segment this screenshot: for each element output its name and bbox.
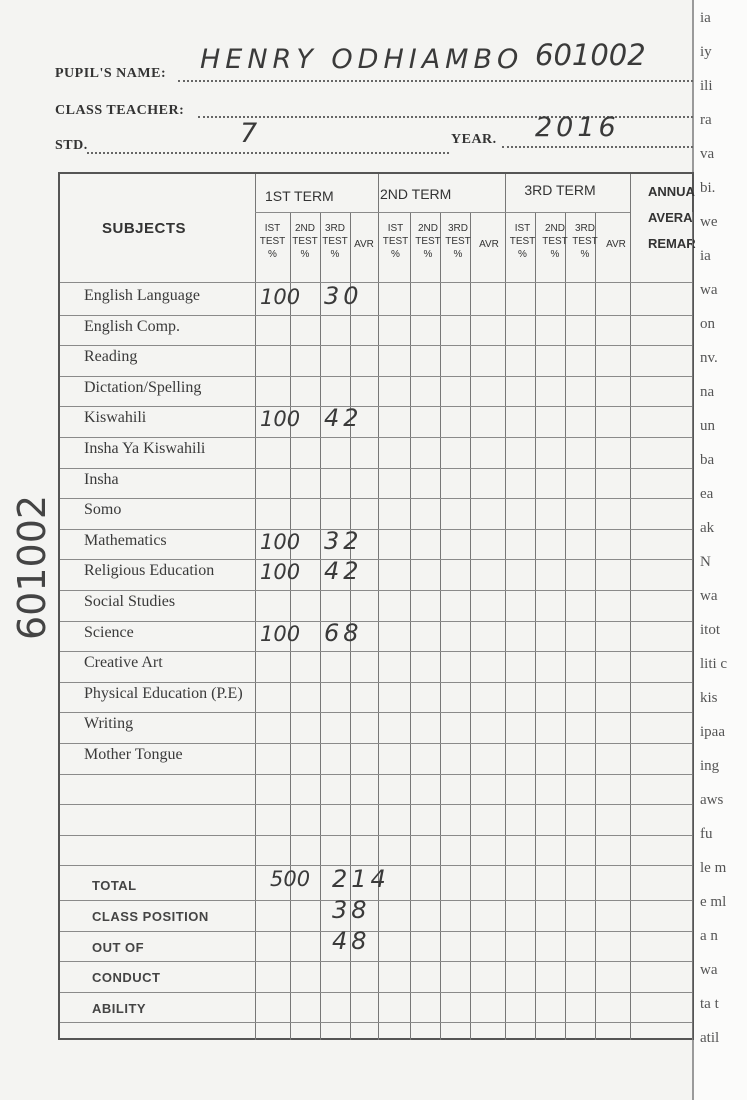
bottom-row-line — [60, 931, 692, 932]
row-line — [60, 651, 692, 652]
column-line — [505, 174, 506, 1040]
subject-label: Mother Tongue — [84, 746, 183, 763]
bottom-row-label: OUT OF — [92, 939, 145, 955]
bottom-term1-test3-mark: 214 — [332, 865, 390, 894]
adjacent-page-text: un — [700, 418, 715, 434]
adjacent-page-text: ipaa — [700, 724, 725, 740]
subject-label: Reading — [84, 348, 138, 366]
bottom-row-label: TOTAL — [92, 878, 137, 894]
subject-label: Social Studies — [84, 593, 176, 610]
term1-test1-mark: 100 — [260, 621, 301, 646]
bottom-row-line — [60, 900, 692, 901]
adjacent-page-text: ili — [700, 78, 713, 94]
bottom-row-line — [60, 1022, 692, 1023]
blank-row-line — [60, 804, 692, 805]
subject-label: Religious Education — [84, 562, 215, 580]
subject-label: Insha Ya Kiswahili — [84, 440, 206, 457]
term1-test3-mark: 42 — [324, 557, 363, 586]
subheader-text: 2ND — [294, 223, 315, 234]
subheader-text: AVR — [354, 239, 374, 250]
adjacent-page-text: bi. — [700, 180, 716, 196]
term-1-header: 1ST TERM — [265, 188, 334, 204]
column-line — [565, 212, 566, 1040]
subheader-text: TEST — [382, 236, 409, 247]
adjacent-page-text: a n — [700, 928, 718, 944]
subheader-text: 3RD — [324, 223, 345, 234]
term-2-header: 2ND TERM — [380, 186, 452, 202]
subheader-text: IST — [514, 223, 531, 234]
adjacent-page-text: wa — [700, 962, 718, 978]
subheader-text: AVR — [606, 239, 626, 250]
results-table — [58, 172, 694, 1040]
column-line — [440, 212, 441, 1040]
adjacent-page-text: itot — [700, 622, 721, 638]
annual-header-line-3: REMAR — [648, 236, 696, 251]
row-line — [60, 376, 692, 377]
subheader-text: AVR — [479, 239, 499, 250]
subject-label: Kiswahili — [84, 409, 147, 427]
bottom-row-label: CLASS POSITION — [92, 909, 209, 924]
subheader-text: % — [550, 249, 560, 260]
annual-header-line-1: ANNUA — [648, 184, 695, 199]
subject-label: Somo — [84, 501, 122, 519]
column-line — [320, 212, 321, 1040]
column-line — [410, 212, 411, 1040]
subheader-text: 3RD — [447, 223, 468, 234]
subheader-text: TEST — [292, 236, 318, 247]
adjacent-page-text: iy — [700, 44, 712, 60]
adjacent-page-text: kis — [700, 690, 718, 706]
row-line — [60, 743, 692, 744]
bottom-term1-test3-mark: 48 — [332, 926, 371, 955]
row-line — [60, 682, 692, 683]
column-line — [470, 212, 471, 1040]
adjacent-page-text: atil — [700, 1030, 720, 1046]
term1-test1-mark: 100 — [260, 529, 301, 554]
subheader-cell — [255, 222, 290, 261]
subheader-cell — [350, 238, 378, 251]
adjacent-page-text: we — [700, 214, 718, 230]
adjacent-page-text: na — [700, 384, 715, 400]
row-line — [60, 345, 692, 346]
column-line — [630, 174, 631, 1040]
subheader-cell — [413, 222, 443, 261]
annual-header-line-2: AVERA — [648, 210, 693, 225]
subheader-text: % — [300, 249, 310, 260]
column-line — [255, 174, 256, 1040]
subject-label: Physical Education (P.E) — [84, 684, 243, 702]
subject-label: English Language — [84, 287, 200, 304]
std-value: 7 — [240, 118, 258, 149]
subheader-text: % — [391, 249, 400, 260]
column-line — [595, 212, 596, 1040]
term1-test3-mark: 32 — [324, 526, 363, 555]
year-value: 2016 — [535, 112, 620, 143]
bottom-row-label: CONDUCT — [92, 970, 161, 986]
margin-handwritten-number: 601002 — [10, 494, 54, 640]
std-dotted-line — [87, 152, 449, 154]
subheader-cell — [378, 222, 413, 261]
term1-test1-mark: 100 — [260, 407, 301, 432]
column-line — [535, 212, 536, 1040]
term1-test3-mark: 42 — [324, 404, 363, 433]
subheader-text: IST — [264, 223, 281, 234]
pupil-number-value: 601002 — [535, 38, 646, 72]
blank-row-line — [60, 835, 692, 836]
row-line — [60, 590, 692, 591]
subject-label: Science — [84, 623, 134, 641]
row-line — [60, 774, 692, 775]
pupil-name-dotted-line — [178, 80, 693, 82]
year-dotted-line — [502, 146, 693, 148]
subheader-cell — [570, 222, 600, 261]
term-3-header: 3RD TERM — [524, 182, 596, 198]
adjacent-page-text: on — [700, 316, 715, 332]
row-line — [60, 498, 692, 499]
row-line — [60, 621, 692, 622]
year-label: YEAR. — [451, 132, 497, 147]
term1-test1-mark: 100 — [260, 560, 301, 585]
subheader-cell — [505, 222, 540, 261]
subheader-cell — [600, 238, 632, 251]
bottom-term1-test3-mark: 38 — [332, 896, 371, 924]
subheader-text: TEST — [509, 236, 536, 247]
adjacent-page-text: ba — [700, 452, 715, 468]
subheader-text: TEST — [415, 236, 441, 247]
adjacent-page-text: le m — [700, 860, 727, 876]
term-subheader-line — [255, 212, 630, 213]
subheader-text: % — [518, 249, 527, 260]
subheader-text: % — [453, 249, 463, 260]
subheader-text: % — [330, 249, 340, 260]
bottom-row-line — [60, 992, 692, 993]
column-line — [378, 174, 379, 1040]
std-label: STD. — [55, 138, 88, 153]
adjacent-page-text: va — [700, 146, 715, 162]
adjacent-page-text: nv. — [700, 350, 718, 366]
subheader-text: TEST — [445, 236, 471, 247]
subheader-cell — [473, 238, 505, 251]
bottom-term1-mark: 500 — [270, 867, 311, 892]
term1-test3-mark: 30 — [324, 282, 363, 310]
class-teacher-label: CLASS TEACHER: — [55, 103, 185, 118]
subjects-header: SUBJECTS — [102, 220, 187, 237]
header-bottom-line — [60, 282, 692, 283]
column-line — [692, 212, 693, 1040]
subheader-text: TEST — [542, 236, 568, 247]
row-line — [60, 559, 692, 560]
subject-label: Dictation/Spelling — [84, 378, 202, 396]
subject-label: Mathematics — [84, 531, 167, 549]
subheader-cell — [290, 222, 320, 261]
adjacent-page-text: ia — [700, 248, 711, 264]
bottom-row-line — [60, 961, 692, 962]
subheader-text: % — [423, 249, 433, 260]
adjacent-page-text: aws — [700, 792, 724, 808]
term1-test1-mark: 100 — [260, 285, 301, 309]
subheader-cell — [540, 222, 570, 261]
subject-label: Insha — [84, 470, 119, 488]
row-line — [60, 712, 692, 713]
adjacent-page-text: ea — [700, 486, 714, 502]
adjacent-page-text: fu — [700, 826, 713, 842]
adjacent-page-text: N — [700, 554, 711, 570]
adjacent-page-text: liti c — [700, 656, 728, 672]
row-line — [60, 468, 692, 469]
row-line — [60, 406, 692, 407]
adjacent-page-strip — [692, 0, 747, 1100]
subheader-text: 2ND — [544, 223, 565, 234]
subheader-cell — [320, 222, 350, 261]
adjacent-page-text: wa — [700, 588, 718, 604]
row-line — [60, 315, 692, 316]
adjacent-page-text: ak — [700, 520, 715, 536]
subheader-text: % — [268, 249, 277, 260]
subheader-cell — [443, 222, 473, 261]
subject-label: Creative Art — [84, 654, 163, 672]
subheader-text: 3RD — [574, 223, 595, 234]
adjacent-page-text: ia — [700, 10, 711, 26]
bottom-row-label: ABILITY — [92, 1000, 147, 1016]
subheader-text: TEST — [259, 236, 286, 247]
pupil-name-value: HENRY ODHIAMBO — [200, 44, 524, 75]
subheader-text: TEST — [322, 236, 348, 247]
adjacent-page-text: e ml — [700, 894, 727, 910]
subheader-text: TEST — [572, 236, 598, 247]
row-line — [60, 529, 692, 530]
subject-label: Writing — [84, 715, 134, 733]
adjacent-page-text: wa — [700, 282, 718, 298]
subheader-text: 2ND — [417, 223, 438, 234]
adjacent-page-text: ing — [700, 758, 720, 774]
adjacent-page-text: ta t — [700, 996, 719, 1012]
row-line — [60, 437, 692, 438]
pupil-name-label: PUPIL'S NAME: — [55, 66, 167, 81]
subheader-text: IST — [387, 223, 404, 234]
adjacent-page-text: ra — [700, 112, 712, 128]
subject-label: English Comp. — [84, 317, 181, 335]
term1-test3-mark: 68 — [324, 618, 363, 647]
subheader-text: % — [580, 249, 590, 260]
